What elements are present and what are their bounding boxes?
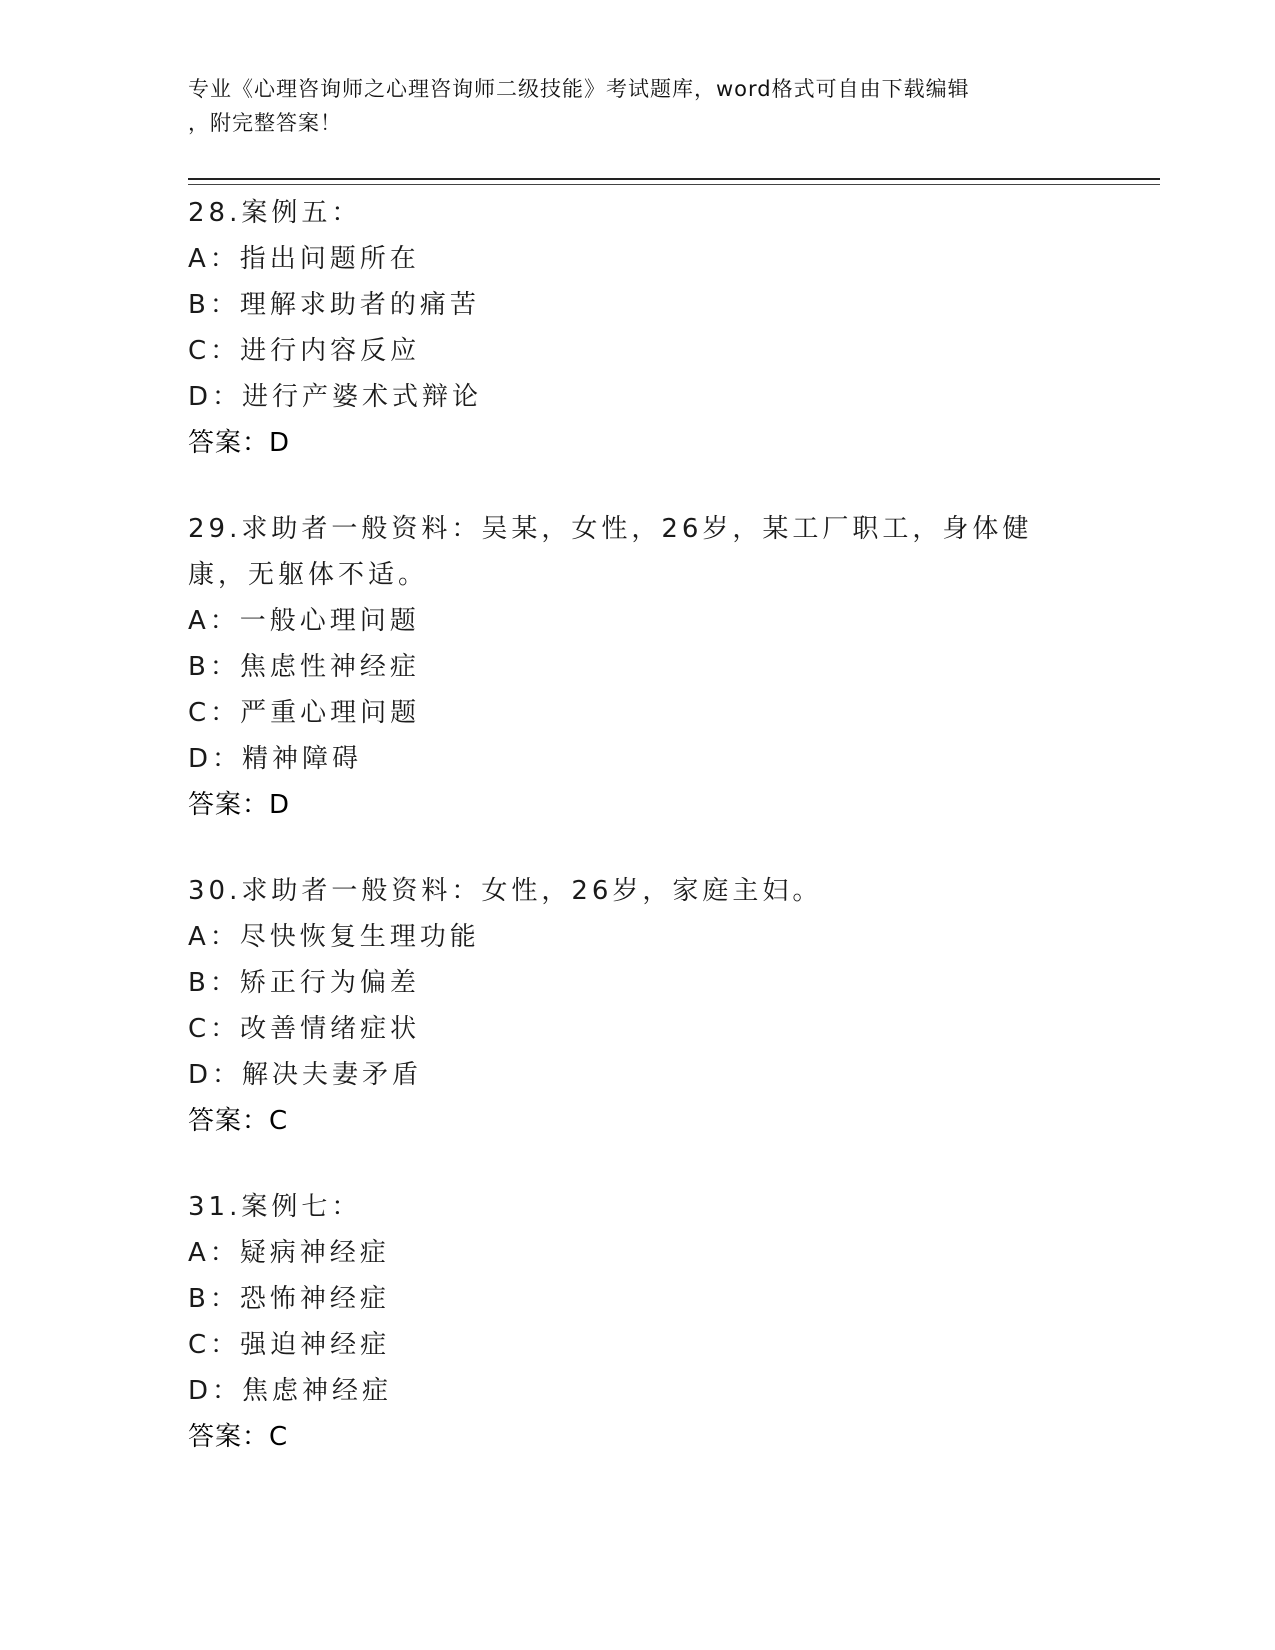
question-stem: 29.求助者一般资料：吴某，女性，26岁，某工厂职工，身体健康，无躯体不适。	[188, 514, 1033, 590]
question-31	[188, 1184, 1088, 1460]
answer-label: 答案：C	[188, 1106, 289, 1136]
option-c: C：严重心理问题	[188, 698, 421, 728]
answer-label: 答案：D	[188, 428, 291, 458]
option-a: A：一般心理问题	[188, 606, 420, 636]
answer-label: 答案：D	[188, 790, 291, 820]
question-30	[188, 868, 1088, 1144]
option-a: A：指出问题所在	[188, 244, 420, 274]
question-stem: 28.案例五：	[188, 198, 362, 228]
option-c: C：强迫神经症	[188, 1330, 391, 1360]
header-title-line-1: 专业《心理咨询师之心理咨询师二级技能》考试题库，word格式可自由下载编辑	[188, 77, 970, 101]
answer-label: 答案：C	[188, 1422, 289, 1452]
option-d: D：精神障碍	[188, 744, 363, 774]
option-b: B：矫正行为偏差	[188, 968, 420, 998]
option-c: C：进行内容反应	[188, 336, 421, 366]
question-28	[188, 190, 1088, 466]
question-29	[188, 506, 1088, 828]
option-c: C：改善情绪症状	[188, 1014, 421, 1044]
option-d: D：解决夫妻矛盾	[188, 1060, 423, 1090]
question-list	[188, 190, 1088, 1500]
question-stem: 31.案例七：	[188, 1192, 362, 1222]
option-b: B：焦虑性神经症	[188, 652, 420, 682]
option-d: D：焦虑神经症	[188, 1376, 393, 1406]
option-a: A：尽快恢复生理功能	[188, 922, 480, 952]
option-d: D：进行产婆术式辩论	[188, 382, 483, 412]
question-stem: 30.求助者一般资料：女性，26岁，家庭主妇。	[188, 876, 823, 906]
document-header	[188, 72, 1088, 140]
option-b: B：理解求助者的痛苦	[188, 290, 480, 320]
header-title-line-2: ，附完整答案！	[188, 111, 342, 135]
header-divider-thin	[188, 184, 1160, 185]
option-b: B：恐怖神经症	[188, 1284, 390, 1314]
header-divider-thick	[188, 178, 1160, 180]
option-a: A：疑病神经症	[188, 1238, 390, 1268]
